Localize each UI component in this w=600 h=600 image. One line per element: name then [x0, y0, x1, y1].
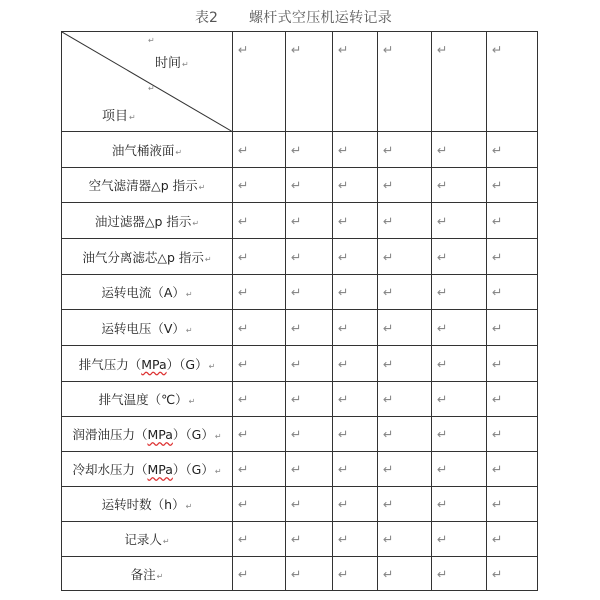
- record-cell[interactable]: ↵: [333, 417, 378, 452]
- record-cell[interactable]: ↵: [333, 310, 378, 346]
- record-cell[interactable]: ↵: [286, 203, 333, 239]
- record-cell[interactable]: ↵: [333, 557, 378, 591]
- record-cell[interactable]: ↵: [333, 203, 378, 239]
- record-cell[interactable]: ↵: [378, 168, 432, 203]
- unit-text: MPa: [147, 427, 173, 442]
- row-label: 运转电压（V）↵: [62, 310, 233, 346]
- paragraph-mark: ↵: [188, 397, 196, 406]
- record-cell[interactable]: ↵: [487, 168, 538, 203]
- record-cell[interactable]: ↵: [487, 275, 538, 310]
- paragraph-mark: ↵: [185, 290, 193, 299]
- paragraph-mark: ↵: [185, 325, 193, 335]
- record-cell[interactable]: ↵: [286, 168, 333, 203]
- diagonal-line-icon: [62, 32, 233, 132]
- record-cell[interactable]: ↵: [333, 382, 378, 417]
- row-label: 运转电流（A）↵: [62, 275, 233, 310]
- operation-record-table: [61, 31, 538, 591]
- record-cell[interactable]: ↵: [487, 452, 538, 487]
- row-label: 记录人↵: [62, 522, 233, 557]
- record-cell[interactable]: ↵: [432, 487, 487, 522]
- table-row: [62, 310, 538, 346]
- paragraph-mark: ↵: [156, 571, 164, 581]
- row-label: 排气压力（MPa）（G）↵: [62, 346, 233, 382]
- row-label: 润滑油压力（MPa）（G）↵: [62, 417, 233, 452]
- paragraph-mark: ↵: [204, 254, 212, 264]
- diagonal-header-cell: [62, 32, 233, 132]
- record-cell[interactable]: ↵: [286, 239, 333, 275]
- record-cell[interactable]: ↵: [378, 522, 432, 557]
- record-cell[interactable]: ↵: [233, 522, 286, 557]
- record-cell[interactable]: ↵: [233, 452, 286, 487]
- paragraph-mark: ↵: [148, 84, 155, 93]
- row-label: 油气桶液面↵: [62, 132, 233, 168]
- record-cell[interactable]: ↵: [233, 239, 286, 275]
- record-cell[interactable]: ↵: [233, 168, 286, 203]
- time-column-cell[interactable]: ↵: [378, 32, 432, 132]
- record-cell[interactable]: ↵: [378, 417, 432, 452]
- record-cell[interactable]: ↵: [432, 239, 487, 275]
- time-column-cell[interactable]: ↵: [487, 32, 538, 132]
- record-cell[interactable]: ↵: [487, 382, 538, 417]
- row-label: 油气分离滤芯△p 指示↵: [62, 239, 233, 275]
- record-cell[interactable]: ↵: [286, 557, 333, 591]
- record-cell[interactable]: ↵: [432, 203, 487, 239]
- record-cell[interactable]: ↵: [233, 487, 286, 522]
- paragraph-mark: ↵: [214, 467, 222, 476]
- table-row: [62, 417, 538, 452]
- record-cell[interactable]: ↵: [286, 417, 333, 452]
- record-cell[interactable]: ↵: [286, 310, 333, 346]
- record-cell[interactable]: ↵: [233, 203, 286, 239]
- record-cell[interactable]: ↵: [487, 132, 538, 168]
- record-cell[interactable]: ↵: [233, 310, 286, 346]
- record-cell[interactable]: ↵: [487, 417, 538, 452]
- unit-text: MPa: [147, 462, 173, 477]
- record-cell[interactable]: ↵: [432, 275, 487, 310]
- paragraph-mark: ↵: [185, 502, 193, 511]
- record-cell[interactable]: ↵: [432, 557, 487, 591]
- record-cell[interactable]: ↵: [233, 382, 286, 417]
- record-cell[interactable]: ↵: [378, 275, 432, 310]
- record-cell[interactable]: ↵: [378, 382, 432, 417]
- row-label: 油过滤器△p 指示↵: [62, 203, 233, 239]
- record-cell[interactable]: ↵: [378, 346, 432, 382]
- table-number: 表2: [195, 10, 218, 26]
- row-label: 空气滤清器△p 指示↵: [62, 168, 233, 203]
- record-cell[interactable]: ↵: [378, 239, 432, 275]
- table-row: [62, 557, 538, 591]
- record-cell[interactable]: ↵: [487, 522, 538, 557]
- time-column-cell[interactable]: ↵: [233, 32, 286, 132]
- record-cell[interactable]: ↵: [286, 487, 333, 522]
- record-cell[interactable]: ↵: [432, 168, 487, 203]
- table-row: [62, 346, 538, 382]
- record-cell[interactable]: ↵: [378, 203, 432, 239]
- table-row: [62, 452, 538, 487]
- table-row: [62, 132, 538, 168]
- item-header-label: 项目↵: [102, 109, 136, 124]
- table-row: [62, 487, 538, 522]
- record-cell[interactable]: ↵: [487, 203, 538, 239]
- record-cell[interactable]: ↵: [233, 417, 286, 452]
- table-row: [62, 522, 538, 557]
- record-cell[interactable]: ↵: [333, 275, 378, 310]
- record-cell[interactable]: ↵: [487, 557, 538, 591]
- record-cell[interactable]: ↵: [432, 346, 487, 382]
- record-cell[interactable]: ↵: [333, 522, 378, 557]
- record-cell[interactable]: ↵: [487, 346, 538, 382]
- time-column-cell[interactable]: ↵: [432, 32, 487, 132]
- row-label: 备注↵: [62, 557, 233, 591]
- record-cell[interactable]: ↵: [333, 487, 378, 522]
- table-row: [62, 275, 538, 310]
- record-cell[interactable]: ↵: [378, 487, 432, 522]
- record-cell[interactable]: ↵: [432, 132, 487, 168]
- record-cell[interactable]: ↵: [333, 452, 378, 487]
- unit-text: MPa: [141, 356, 167, 372]
- record-cell[interactable]: ↵: [286, 346, 333, 382]
- paragraph-mark: ↵: [148, 36, 155, 45]
- record-cell[interactable]: ↵: [233, 132, 286, 168]
- row-label: 运转时数（h）↵: [62, 487, 233, 522]
- record-cell[interactable]: ↵: [432, 452, 487, 487]
- time-column-cell[interactable]: ↵: [286, 32, 333, 132]
- record-cell[interactable]: ↵: [286, 522, 333, 557]
- record-cell[interactable]: ↵: [432, 382, 487, 417]
- table-title: 螺杆式空压机运转记录: [249, 10, 392, 26]
- record-cell[interactable]: ↵: [432, 522, 487, 557]
- table-row: [62, 203, 538, 239]
- record-cell[interactable]: ↵: [378, 310, 432, 346]
- record-cell[interactable]: ↵: [378, 452, 432, 487]
- record-cell[interactable]: ↵: [378, 557, 432, 591]
- table-row: [62, 168, 538, 203]
- paragraph-mark: ↵: [198, 183, 206, 192]
- paragraph-mark: ↵: [162, 537, 170, 546]
- row-label: 冷却水压力（MPa）（G）↵: [62, 452, 233, 487]
- record-cell[interactable]: ↵: [333, 239, 378, 275]
- record-cell[interactable]: ↵: [233, 557, 286, 591]
- record-cell[interactable]: ↵: [432, 417, 487, 452]
- time-column-cell[interactable]: ↵: [333, 32, 378, 132]
- record-cell[interactable]: ↵: [286, 132, 333, 168]
- paragraph-mark: ↵: [214, 432, 222, 441]
- record-cell[interactable]: ↵: [432, 310, 487, 346]
- paragraph-mark: ↵: [175, 147, 183, 157]
- row-label: 排气温度（℃）↵: [62, 382, 233, 417]
- record-cell[interactable]: ↵: [233, 346, 286, 382]
- record-cell[interactable]: ↵: [333, 132, 378, 168]
- time-header-label: 时间↵: [155, 56, 189, 71]
- table-caption: [0, 3, 600, 27]
- paragraph-mark: ↵: [192, 218, 200, 228]
- record-cell[interactable]: ↵: [286, 275, 333, 310]
- table-row: [62, 239, 538, 275]
- header-row: [62, 32, 538, 132]
- record-cell[interactable]: ↵: [378, 132, 432, 168]
- record-cell[interactable]: ↵: [333, 346, 378, 382]
- paragraph-mark: ↵: [208, 361, 216, 371]
- record-cell[interactable]: ↵: [487, 239, 538, 275]
- record-cell[interactable]: ↵: [286, 452, 333, 487]
- record-cell[interactable]: ↵: [487, 487, 538, 522]
- table-row: [62, 382, 538, 417]
- record-cell[interactable]: ↵: [333, 168, 378, 203]
- record-cell[interactable]: ↵: [286, 382, 333, 417]
- record-cell[interactable]: ↵: [233, 275, 286, 310]
- record-cell[interactable]: ↵: [487, 310, 538, 346]
